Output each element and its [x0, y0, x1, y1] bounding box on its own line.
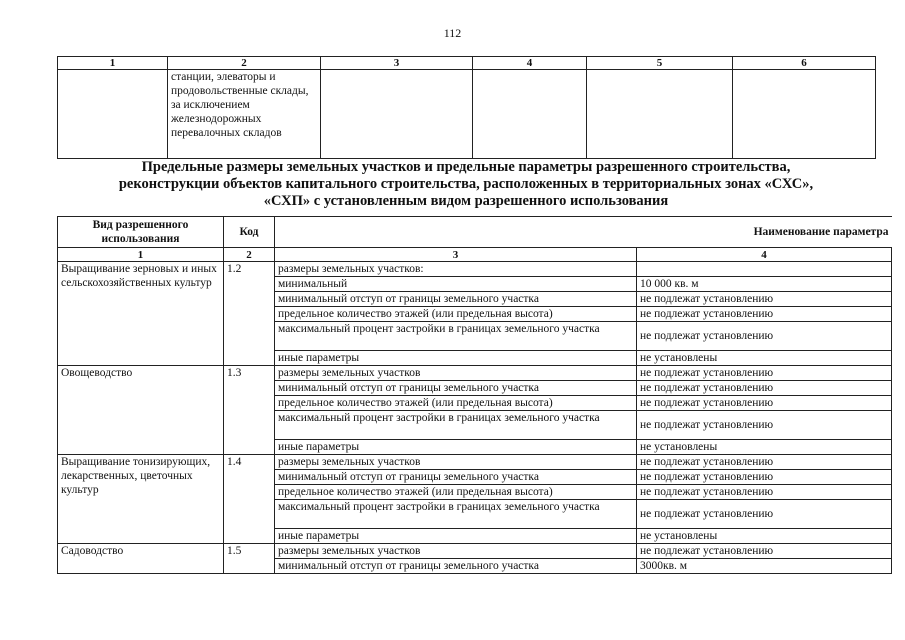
header-param-name: Наименование параметра [275, 217, 892, 248]
page-number: 112 [443, 26, 462, 40]
code-cell: 1.2 [224, 262, 275, 366]
table-row [58, 455, 892, 470]
table-row [58, 544, 892, 559]
type-cell: Овощеводство [58, 366, 224, 455]
heading-line: Предельные размеры земельных участков и предельные параметры разрешенного строительства, [141, 159, 791, 175]
heading-line: «СХП» с установленным видом разрешенного использования [263, 193, 669, 209]
empty-cell [58, 70, 168, 159]
column-number: 1 [58, 57, 168, 70]
column-number: 3 [321, 57, 473, 70]
column-number: 1 [58, 248, 224, 262]
header-row [58, 217, 892, 248]
heading-line: реконструкции объектов капитального строительства, расположенных в территориальных зонах «СХС», [118, 176, 814, 192]
value-cell: не установлены [637, 529, 892, 544]
continuation-row [58, 70, 876, 159]
value-cell: не подлежат установлению [637, 307, 892, 322]
value-cell: не подлежат установлению [637, 366, 892, 381]
code-cell: 1.3 [224, 366, 275, 455]
table-row [58, 262, 892, 277]
value-cell: не подлежат установлению [637, 485, 892, 500]
value-cell [637, 262, 892, 277]
continuation-table [57, 56, 876, 159]
value-cell: не подлежат установлению [637, 322, 892, 351]
column-number: 4 [637, 248, 892, 262]
value-cell: не подлежат установлению [637, 292, 892, 307]
value-cell: не установлены [637, 440, 892, 455]
param-cell: максимальный процент застройки в границах земельного участка [275, 500, 637, 529]
param-cell: размеры земельных участков [275, 544, 637, 559]
param-cell: размеры земельных участков [275, 455, 637, 470]
param-cell: размеры земельных участков: [275, 262, 637, 277]
param-cell: минимальный [275, 277, 637, 292]
table-row [58, 366, 892, 381]
empty-cell [587, 70, 733, 159]
section-heading [57, 159, 875, 210]
empty-cell [321, 70, 473, 159]
continuation-header-row [58, 57, 876, 70]
column-number: 5 [587, 57, 733, 70]
value-cell: не подлежат установлению [637, 411, 892, 440]
value-cell: не подлежат установлению [637, 396, 892, 411]
code-cell: 1.5 [224, 544, 275, 574]
param-cell: предельное количество этажей (или предельная высота) [275, 307, 637, 322]
header-type: Вид разрешенного использования [58, 217, 224, 248]
type-cell: Выращивание тонизирующих, лекарственных, цветочных культур [58, 455, 224, 544]
param-cell: минимальный отступ от границы земельного участка [275, 470, 637, 485]
param-cell: минимальный отступ от границы земельного участка [275, 559, 637, 574]
value-cell: 10 000 кв. м [637, 277, 892, 292]
value-cell: не установлены [637, 351, 892, 366]
value-cell: 3000кв. м [637, 559, 892, 574]
empty-cell [733, 70, 876, 159]
column-number: 2 [168, 57, 321, 70]
param-cell: иные параметры [275, 529, 637, 544]
code-cell: 1.4 [224, 455, 275, 544]
param-cell: иные параметры [275, 440, 637, 455]
value-cell: не подлежат установлению [637, 500, 892, 529]
column-numbers-row [58, 248, 892, 262]
value-cell: не подлежат установлению [637, 470, 892, 485]
type-cell: Садоводство [58, 544, 224, 574]
value-cell: не подлежат установлению [637, 544, 892, 559]
type-cell: Выращивание зерновых и иных сельскохозяйственных культур [58, 262, 224, 366]
param-cell: максимальный процент застройки в границах земельного участка [275, 322, 637, 351]
column-number: 6 [733, 57, 876, 70]
value-cell: не подлежат установлению [637, 455, 892, 470]
parameters-table [57, 216, 892, 574]
continuation-text-cell: станции, элеваторы и продовольственные склады, за исключением железнодорожных перевалочных складов [168, 70, 321, 159]
column-number: 2 [224, 248, 275, 262]
column-number: 4 [473, 57, 587, 70]
param-cell: максимальный процент застройки в границах земельного участка [275, 411, 637, 440]
param-cell: минимальный отступ от границы земельного участка [275, 292, 637, 307]
param-cell: предельное количество этажей (или предельная высота) [275, 485, 637, 500]
value-cell: не подлежат установлению [637, 381, 892, 396]
param-cell: иные параметры [275, 351, 637, 366]
header-code: Код [224, 217, 275, 248]
param-cell: размеры земельных участков [275, 366, 637, 381]
param-cell: минимальный отступ от границы земельного участка [275, 381, 637, 396]
column-number: 3 [275, 248, 637, 262]
empty-cell [473, 70, 587, 159]
param-cell: предельное количество этажей (или предельная высота) [275, 396, 637, 411]
